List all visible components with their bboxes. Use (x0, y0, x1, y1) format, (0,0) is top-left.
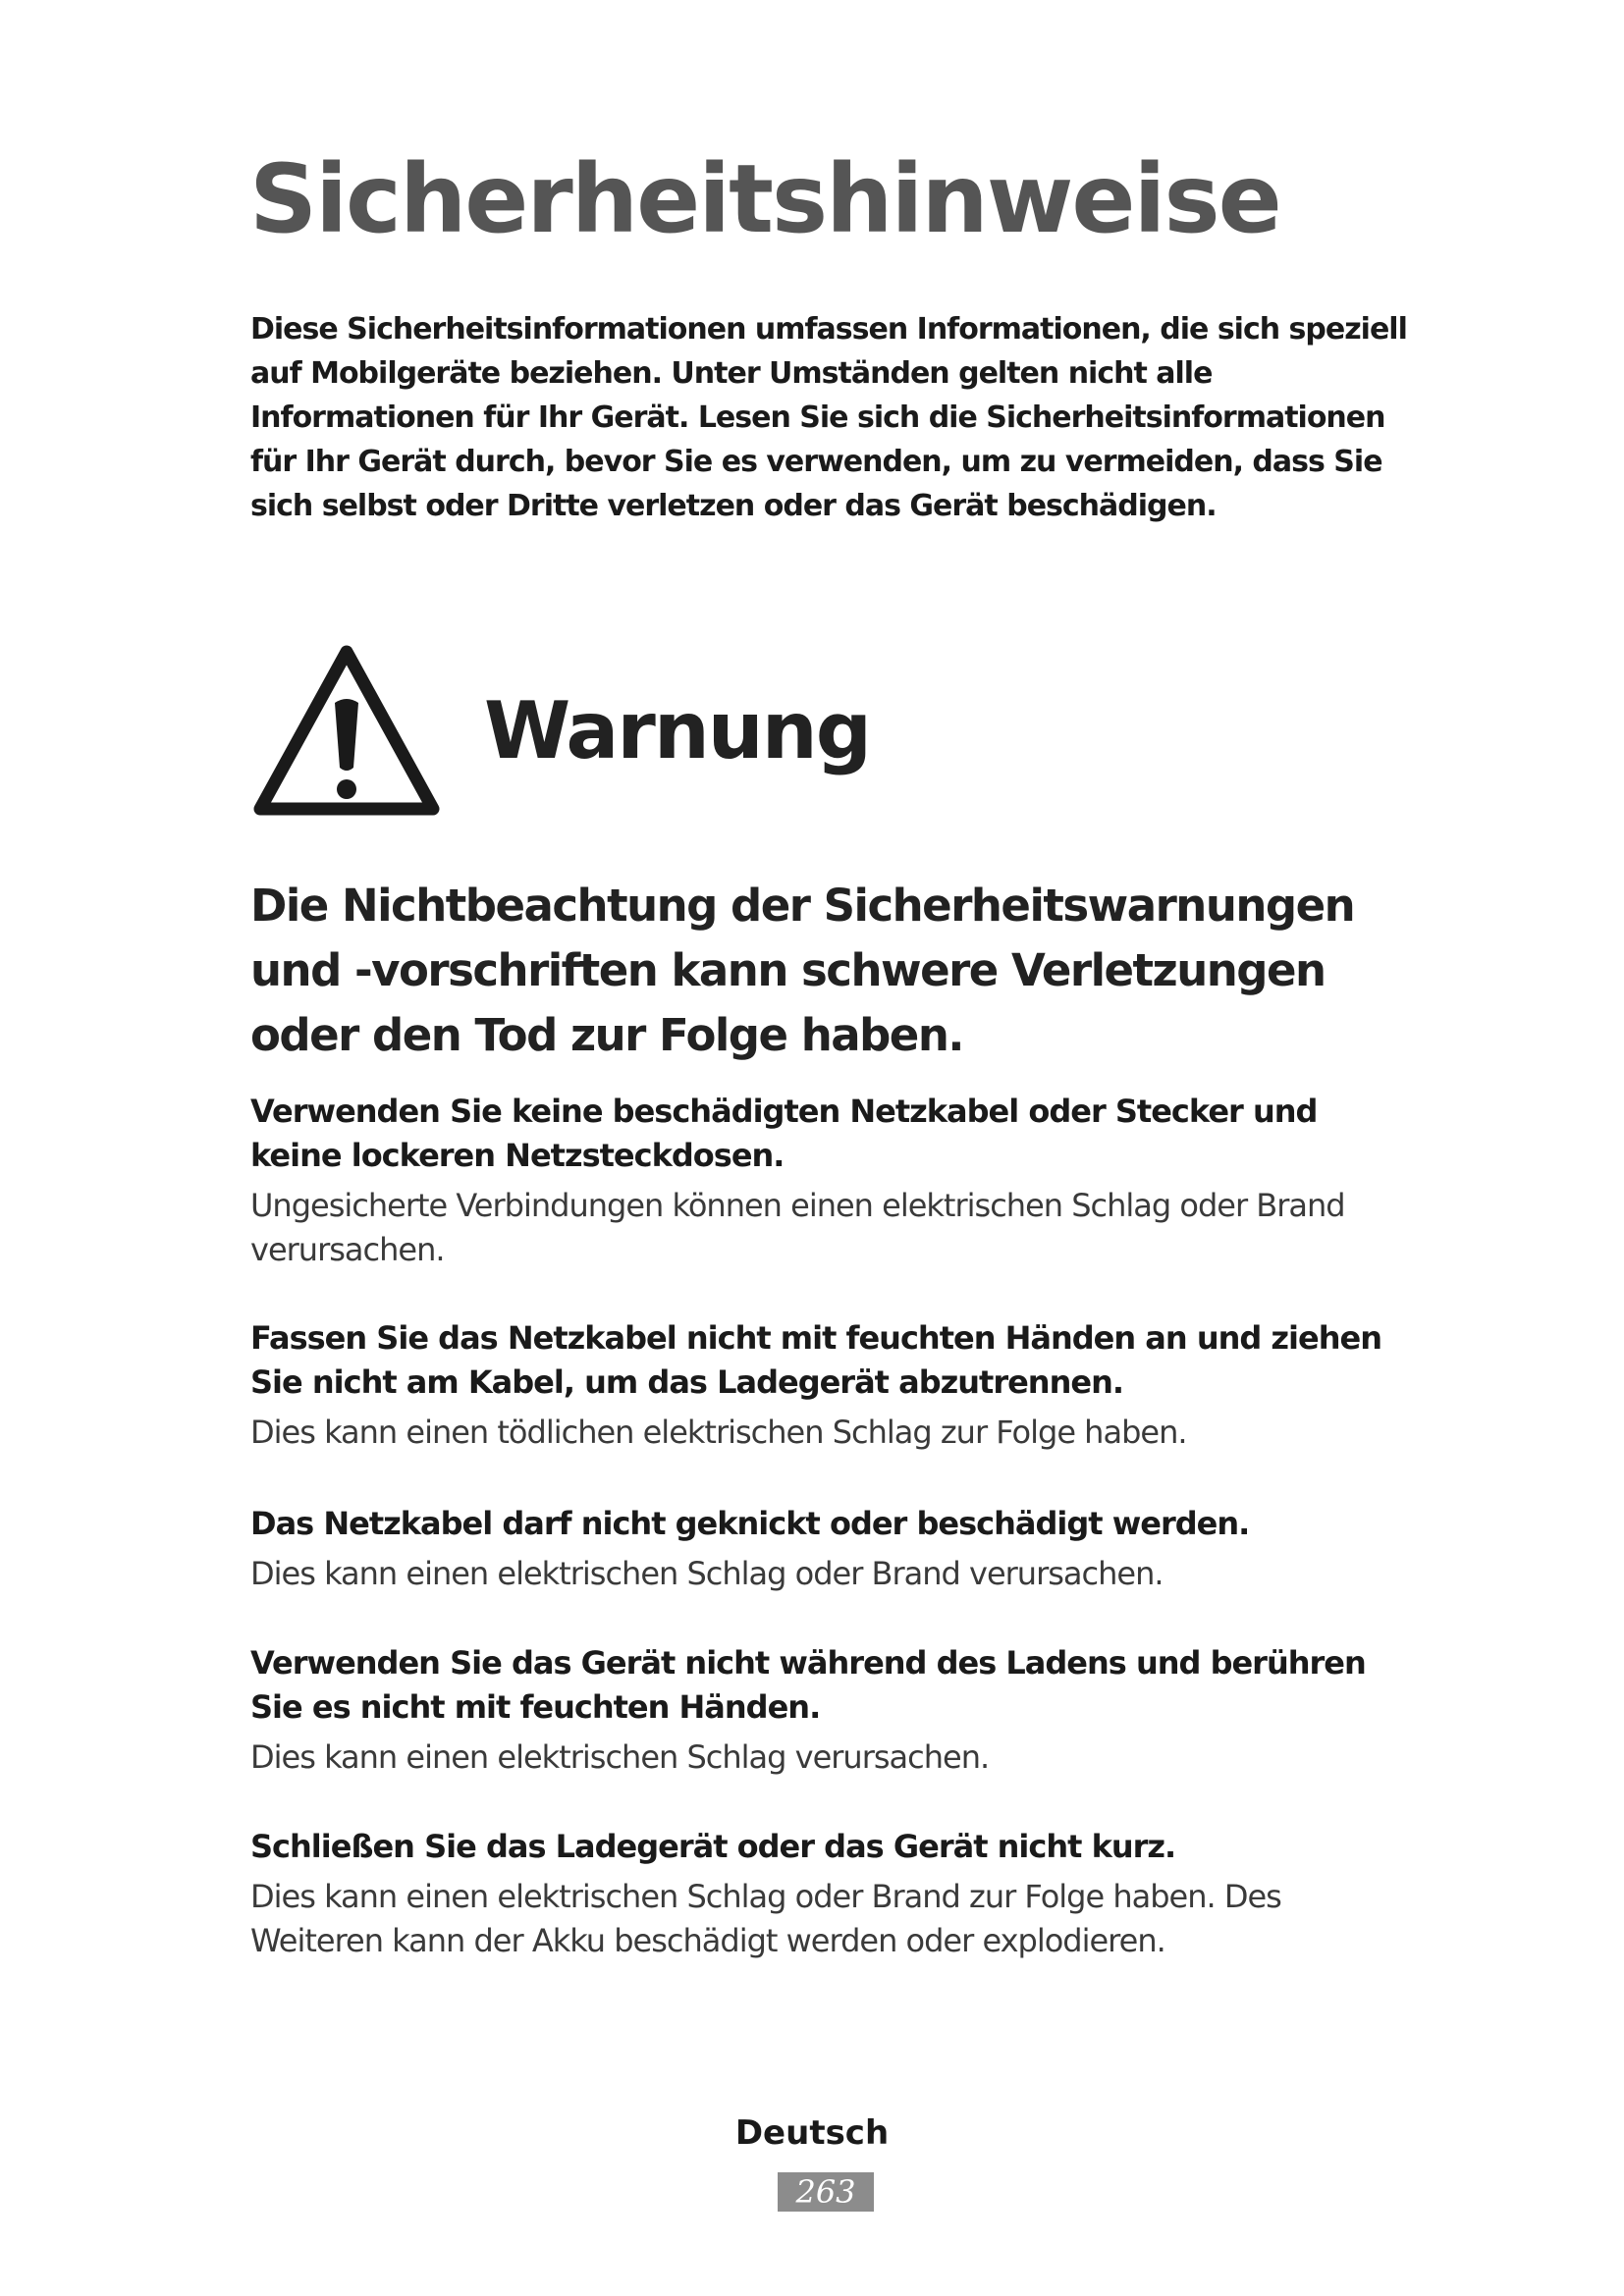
page-title: Sicherheitshinweise (249, 144, 1280, 254)
safety-item (250, 1641, 1409, 1780)
safety-item-text: Dies kann einen elektrischen Schlag oder Brand zur Folge haben. Des Weiteren kann der Akku beschädigt werden oder explodieren. (250, 1878, 1281, 1959)
warning-triangle-icon (250, 642, 443, 821)
safety-item-text: Ungesicherte Verbindungen können einen elektrischen Schlag oder Brand verursachen. (250, 1187, 1345, 1268)
safety-item-text: Dies kann einen tödlichen elektrischen Schlag zur Folge haben. (250, 1414, 1187, 1451)
warning-lead: Die Nichtbeachtung der Sicherheitswarnungen und -vorschriften kann schwere Verletzungen oder den Tod zur Folge haben. (250, 880, 1355, 1061)
safety-item-text: Dies kann einen elektrischen Schlag verursachen. (250, 1738, 990, 1776)
safety-item-heading: Verwenden Sie keine beschädigten Netzkabel oder Stecker und keine lockeren Netzsteckdosen. (250, 1093, 1318, 1174)
footer-language: Deutsch (734, 2113, 890, 2153)
safety-item (250, 1090, 1409, 1272)
intro-paragraph: Diese Sicherheitsinformationen umfassen Informationen, die sich speziell auf Mobilgeräte beziehen. Unter Umständen gelten nicht alle Informationen für Ihr Gerät. Lesen Sie sich die Sicherheitsinformationen für Ihr Gerät durch, bevor Sie es verwenden, um zu vermeiden, dass Sie sich selbst oder Dritte verletzen oder das Gerät beschädigen. (250, 312, 1407, 523)
safety-item (250, 1316, 1409, 1455)
warning-header (250, 638, 870, 825)
warning-heading: Warnung (484, 685, 870, 776)
safety-item-heading: Das Netzkabel darf nicht geknickt oder beschädigt werden. (250, 1505, 1250, 1542)
safety-item (250, 1502, 1409, 1596)
safety-item-heading: Schließen Sie das Ladegerät oder das Gerät nicht kurz. (250, 1828, 1176, 1865)
safety-item-heading: Fassen Sie das Netzkabel nicht mit feuchten Händen an und ziehen Sie nicht am Kabel, um das Ladegerät abzutrennen. (250, 1319, 1381, 1401)
safety-item-text: Dies kann einen elektrischen Schlag oder Brand verursachen. (250, 1555, 1164, 1592)
safety-items-list (250, 1090, 1409, 1963)
safety-item (250, 1825, 1409, 1963)
page-number: 263 (778, 2172, 874, 2212)
safety-item-heading: Verwenden Sie das Gerät nicht während des Ladens und berühren Sie es nicht mit feuchten Händen. (250, 1644, 1366, 1726)
